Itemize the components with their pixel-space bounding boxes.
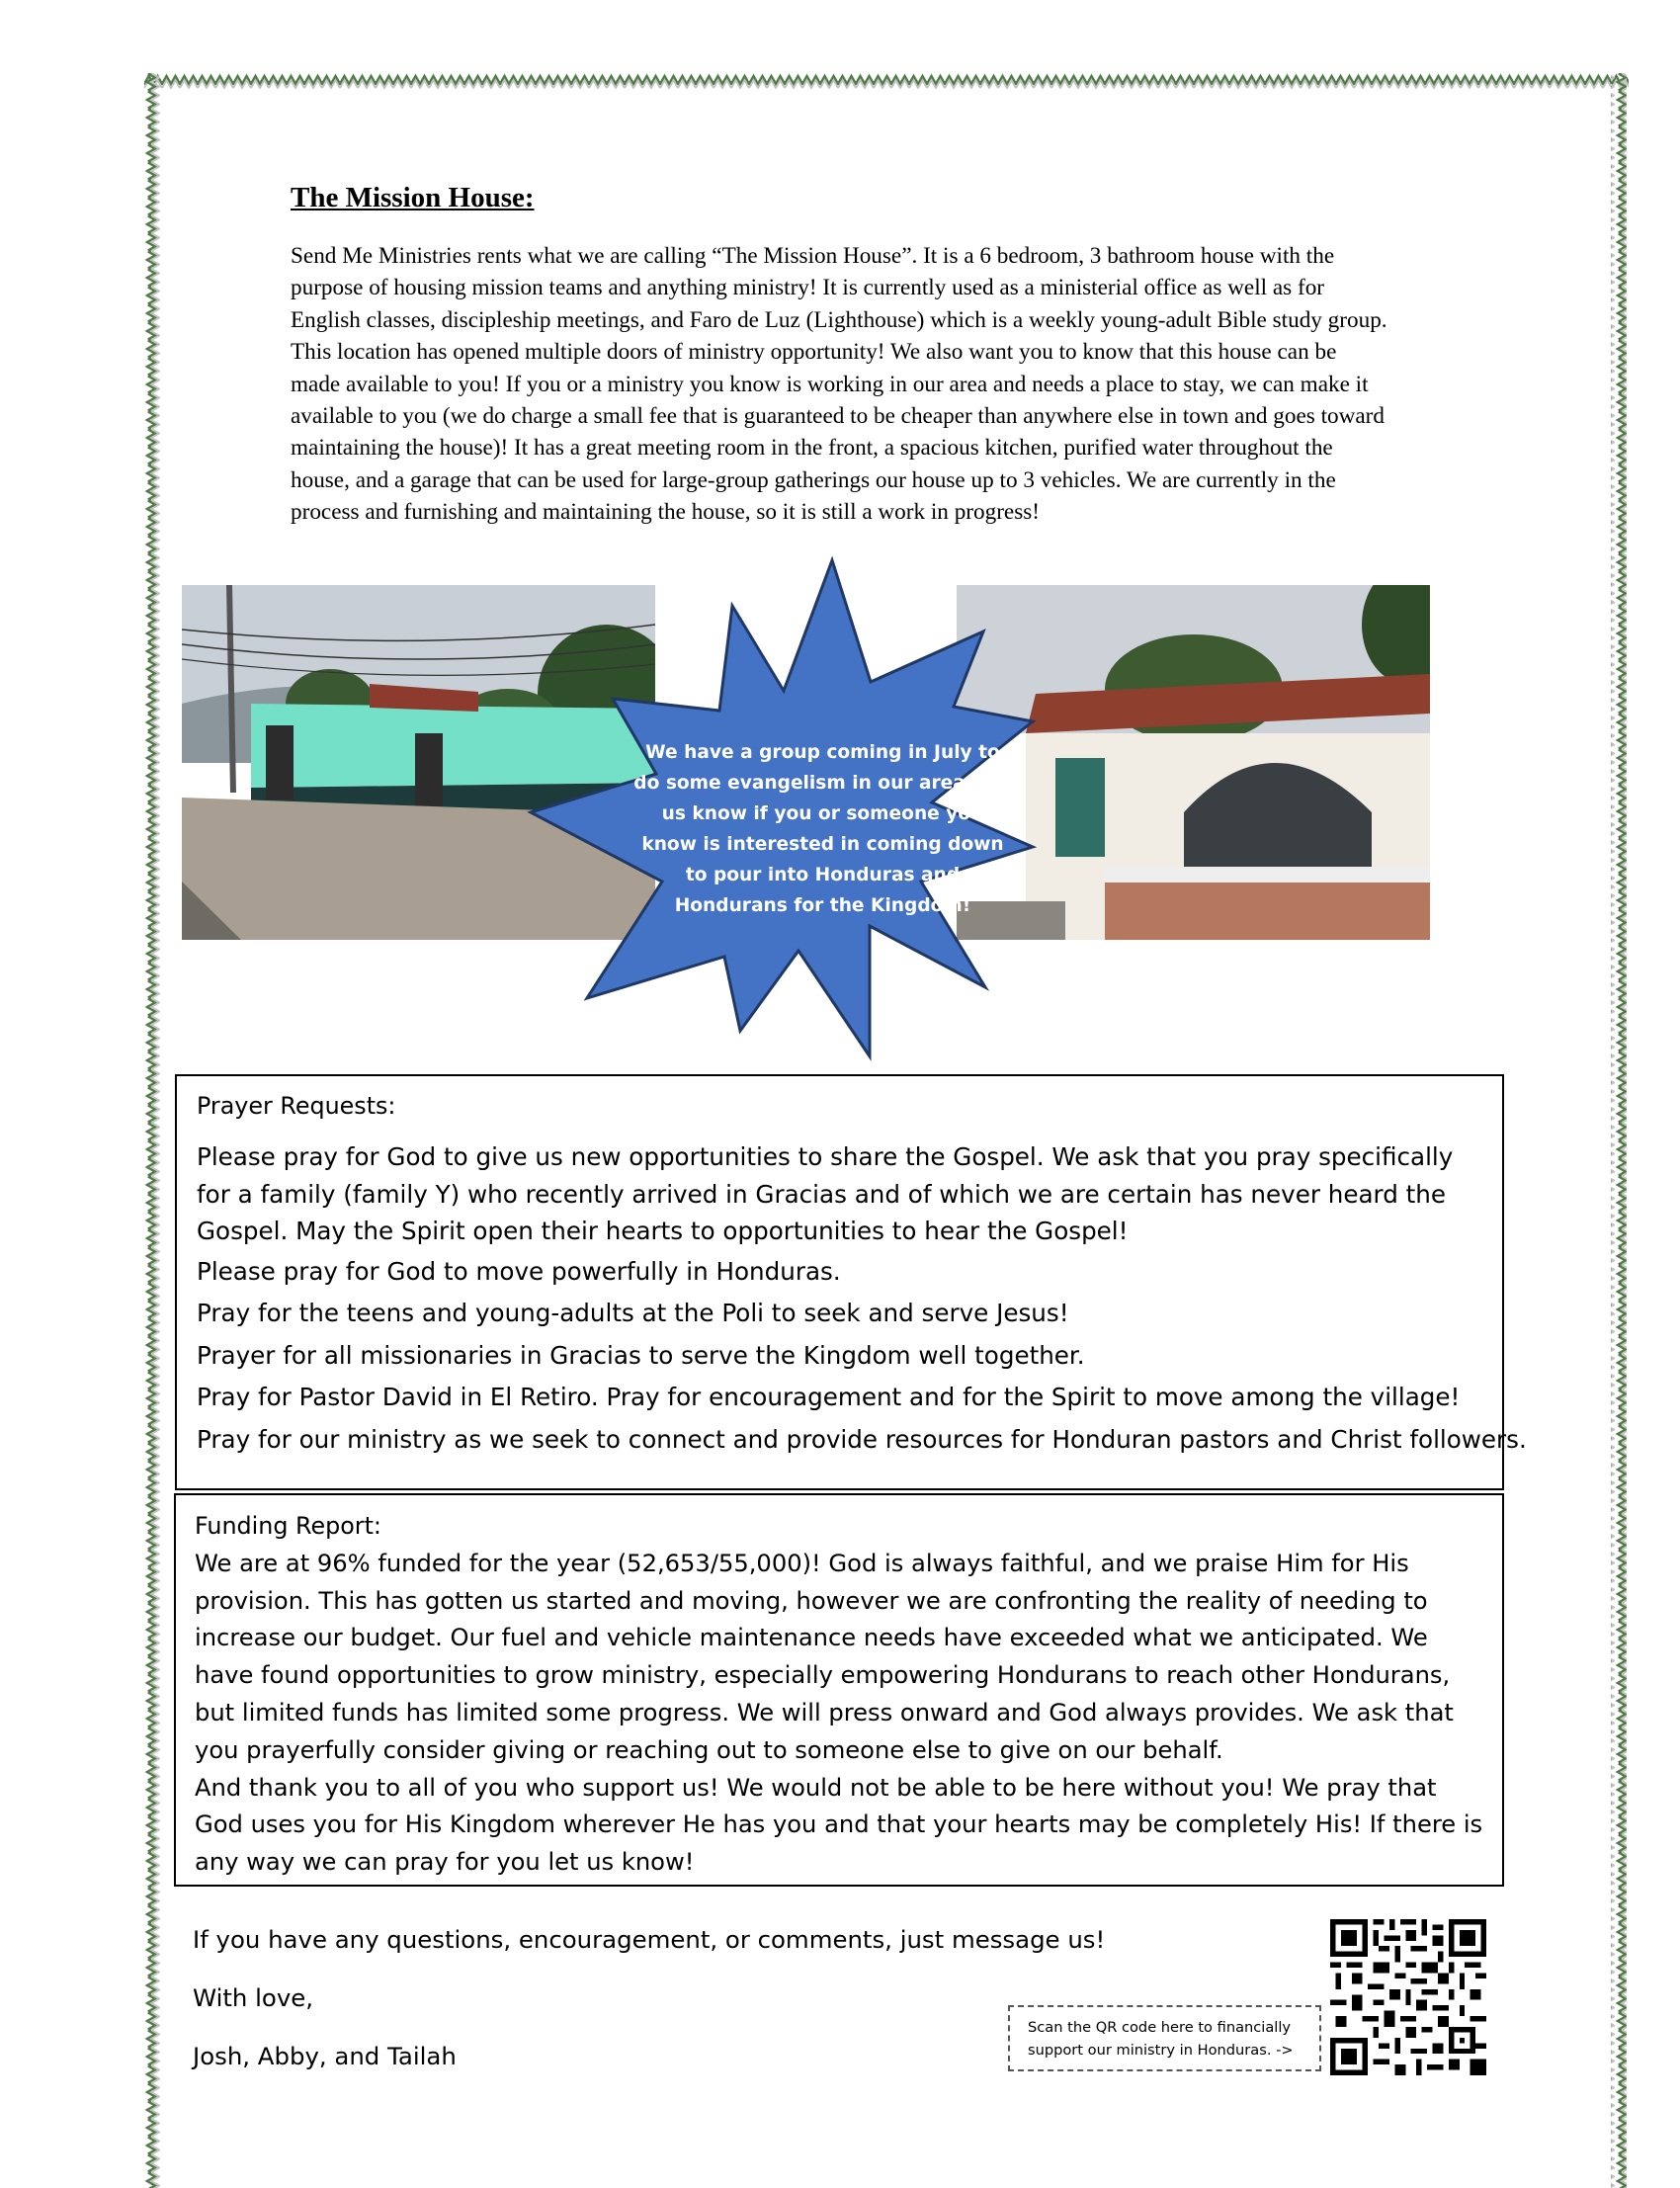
prayer-request-item: Pray for our ministry as we seek to connect and provide resources for Honduran pastors and Christ followers.	[197, 1424, 1527, 1454]
closing-signature: Josh, Abby, and Tailah	[193, 2042, 457, 2070]
funding-report-title: Funding Report:	[195, 1512, 381, 1540]
mission-house-description: Send Me Ministries rents what we are calling “The Mission House”. It is a 6 bedroom, 3 bathroom house with the purpose of housing mission teams and anything ministry! It is currently used as a ministerial office as well as for English classes, discipleship meetings, and Faro de Luz (Lighthouse) which is a weekly young-adult Bible study group. This location has opened multiple doors of ministry opportunity! We also want you to know that this house can be made available to you! If you or a ministry you know is working in our area and needs a place to stay, we can make it available to you (we do charge a small fee that is guaranteed to be cheaper than anywhere else in town and goes toward maintaining the house)! It has a great meeting room in the front, a spacious kitchen, purified water throughout the house, and a garage that can be used for large-group gatherings our house up to 3 vehicles. We are currently in the process and furnishing and maintaining the house, so it is still a work in progress!	[291, 243, 1387, 526]
funding-thanks-paragraph: And thank you to all of you who support us! We would not be able to be here without you! We pray that God uses you for His Kingdom wherever He has you and that your hearts may be completely His! If there is any way we can pray for you let us know!	[195, 1773, 1483, 1877]
prayer-requests-title: Prayer Requests:	[197, 1092, 396, 1120]
prayer-request-item: Please pray for God to give us new opportunities to share the Gospel. We ask that you pray specifically for a family (family Y) who recently arrived in Gracias and of which we are certain has never heard the Gospel. May the Spirit open their hearts to opportunities to hear the Gospel!	[197, 1142, 1454, 1245]
starburst-callout-text: We have a group coming in July to do some evangelism in our area. Let us know if you or someone you know is interested in coming down to pour into Honduras and Hondurans for the Kingdom!	[633, 742, 1012, 916]
prayer-request-item: Please pray for God to move powerfully in Honduras.	[197, 1256, 841, 1286]
prayer-request-item: Prayer for all missionaries in Gracias to serve the Kingdom well together.	[197, 1340, 1085, 1370]
prayer-request-item: Pray for the teens and young-adults at the Poli to seek and serve Jesus!	[197, 1299, 1069, 1327]
mission-house-title: The Mission House:	[291, 182, 535, 213]
donation-qr-code[interactable]	[1330, 1919, 1486, 2075]
prayer-request-item: Pray for Pastor David in El Retiro. Pray for encouragement and for the Spirit to move among the village!	[197, 1383, 1461, 1411]
closing-salutation: With love,	[193, 1983, 314, 2012]
closing-message: If you have any questions, encouragement, or comments, just message us!	[193, 1925, 1106, 1954]
qr-callout-box	[1008, 2005, 1321, 2071]
funding-report-paragraph: We are at 96% funded for the year (52,653/55,000)! God is always faithful, and we praise Him for His provision. This has gotten us started and moving, however we are confronting the reality of needing to increase our budget. Our fuel and vehicle maintenance needs have exceeded what we anticipated. We have found opportunities to grow ministry, especially empowering Hondurans to reach other Hondurans, but limited funds has limited some progress. We will press onward and God always provides. We ask that you prayerfully consider giving or reaching out to someone else to give on our behalf.	[195, 1549, 1454, 1764]
qr-callout-text: Scan the QR code here to financially support our ministry in Honduras. ->	[1028, 2019, 1294, 2059]
prayer-requests-box	[175, 1074, 1527, 1490]
funding-report-box	[174, 1493, 1504, 1887]
